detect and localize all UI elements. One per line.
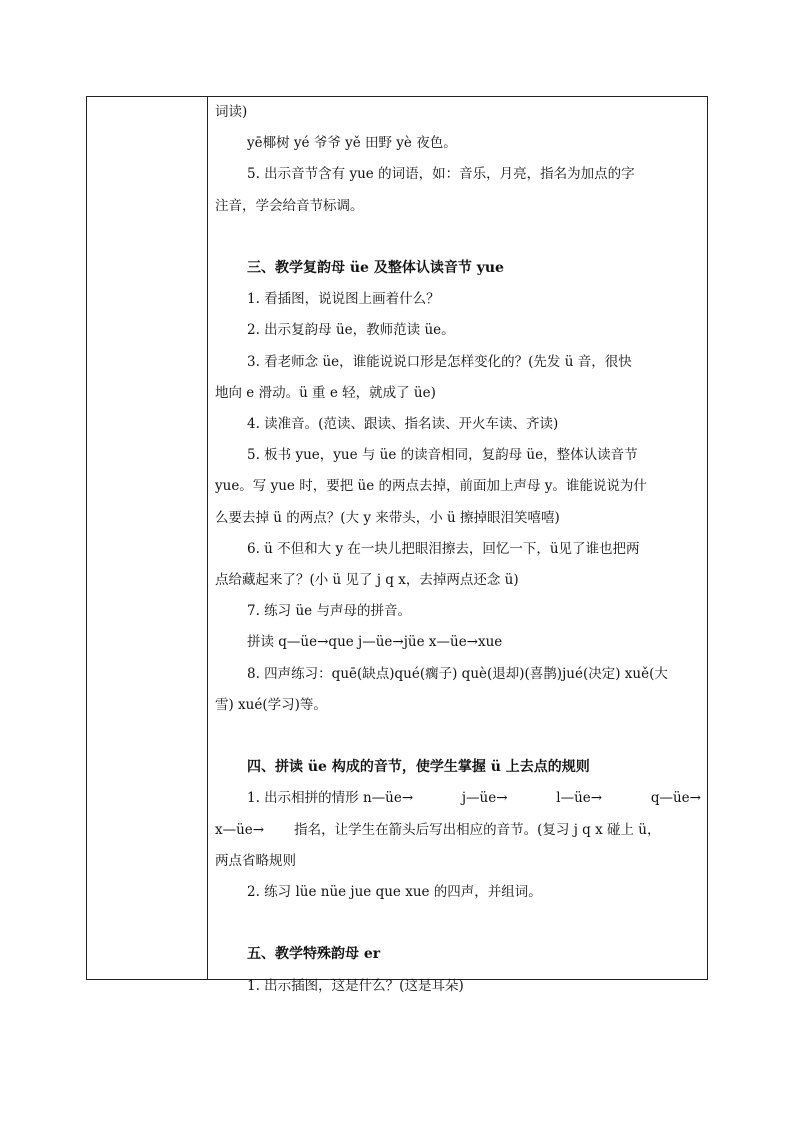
blank-line [215, 908, 701, 939]
text-line: 4. 读准音。(范读、跟读、指名读、开火车读、齐读) [247, 416, 559, 433]
text-line: 么要去掉 ü 的两点？(大 y 来带头，小 ü 擦掉眼泪笑嘻嘻) [215, 509, 560, 526]
lesson-content [215, 97, 701, 994]
text-line: 1. 看插图，说说图上画着什么？ [247, 291, 440, 308]
text-line: 2. 出示复韵母 üe，教师范读 üe。 [247, 322, 455, 339]
text-line: 5. 板书 yue，yue 与 üe 的读音相同，复韵母 üe，整体认读音节 [247, 447, 638, 464]
section-heading: 四、拼读 üe 构成的音节，使学生掌握 ü 上去点的规则 [247, 759, 590, 776]
text-line: x—üe→ 指名，让学生在箭头后写出相应的音节。(复习 j q x 碰上 ü， [215, 821, 661, 838]
text-line: 3. 看老师念 üe，谁能说说口形是怎样变化的？(先发 ü 音，很快 [247, 353, 632, 370]
text-line: 两点省略规则 [215, 852, 296, 869]
text-line: 6. ü 不但和大 y 在一块儿把眼泪擦去，回忆一下，ü见了谁也把两 [247, 540, 640, 557]
section-heading: 三、教学复韵母 üe 及整体认读音节 yue [247, 260, 504, 276]
text-line: 5. 出示音节含有 yue 的词语，如：音乐，月亮，指名为加点的字 [247, 166, 635, 183]
text-segment: j—üe→ [461, 790, 508, 807]
section-heading: 五、教学特殊韵母 er [247, 946, 381, 963]
text-line: 注音，学会给音节标调。 [215, 197, 364, 214]
text-line: yē椰树 yé 爷爷 yě 田野 yè 夜色。 [247, 135, 457, 152]
text-line: 8. 四声练习：quē(缺点)qué(瘸子) què(退却)(喜鹊)jué(决定) xuě(大 [247, 665, 668, 682]
text-line: 雪) xué(学习)等。 [215, 696, 327, 713]
text-line: yue。写 yue 时，要把 üe 的两点去掉，前面加上声母 y。谁能说说为什 [215, 478, 647, 495]
text-line: 1. 出示插图，这是什么？(这是耳朵) [247, 977, 464, 994]
text-line: 点给藏起来了？(小 ü 见了 j q x，去掉两点还念 ü) [215, 572, 519, 589]
text-line: 词读) [215, 104, 248, 120]
text-segment: q—üe→ [650, 790, 701, 807]
text-line: 拼读 q—üe→que j—üe→jüe x—üe→xue [247, 634, 503, 651]
text-line: 地向 e 滑动。ü 重 e 轻，就成了 üe) [215, 384, 436, 401]
blank-line [215, 721, 701, 752]
text-segment: l—üe→ [556, 790, 603, 807]
text-line [215, 783, 701, 814]
lesson-table [86, 96, 708, 994]
column-divider [207, 97, 208, 979]
text-segment: 1. 出示相拼的情形 n—üe→ [247, 790, 414, 807]
blank-line [215, 222, 701, 253]
text-line: 7. 练习 üe 与声母的拼音。 [247, 603, 411, 620]
text-line: 2. 练习 lüe nüe jue que xue 的四声，并组词。 [247, 884, 542, 901]
